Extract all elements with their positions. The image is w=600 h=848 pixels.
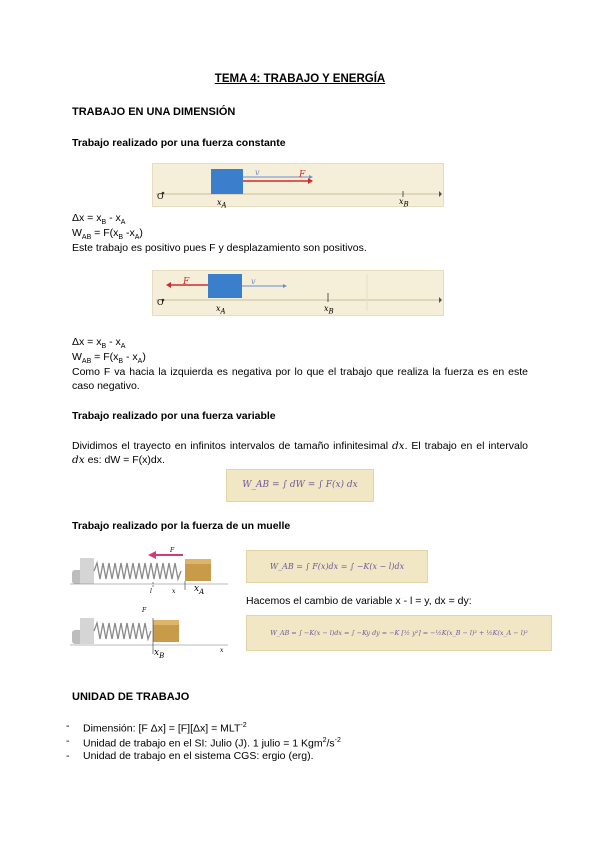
xb-label	[399, 195, 409, 212]
unit-si-text: Unidad de trabajo en el SI: Julio (J). 1 julio = 1 Kgm	[83, 737, 323, 750]
sub-b: B	[101, 343, 107, 351]
units-heading: UNIDAD DE TRABAJO	[72, 691, 190, 703]
section-heading: TRABAJO EN UNA DIMENSIÓN	[72, 106, 236, 118]
spring-drawing-bottom	[70, 606, 230, 658]
subheading-constant-force: Trabajo realizado por una fuerza constante	[72, 137, 286, 149]
figure-constant-force-positive	[152, 163, 444, 210]
sub-b: B	[118, 234, 124, 242]
force-label: F	[299, 170, 306, 180]
l-label: l	[150, 588, 152, 595]
xa-label-sub: A	[220, 307, 226, 316]
list-item	[66, 749, 341, 764]
origin-label: O	[157, 298, 164, 307]
spring-figure-top	[70, 546, 230, 596]
unit-si-text2: /s	[326, 737, 335, 750]
formula-variable-work: W_AB = ∫ dW = ∫ F(x) dx	[226, 469, 374, 502]
xa-label-sub: A	[221, 201, 227, 210]
formula-spring-result: W_AB = ∫ −K(x − l)dx = ∫ −Ky dy = −K [½ y²] = −½K(x_B − l)² + ½K(x_A − l)²	[246, 615, 552, 651]
delta-x-mid: - x	[106, 336, 121, 348]
xb-x: x	[154, 648, 160, 658]
x-label: x	[172, 588, 176, 595]
block	[211, 169, 243, 194]
dx-symbol: dx	[391, 440, 405, 452]
list-item	[66, 734, 341, 749]
work-mid: -x	[123, 227, 135, 239]
dx-symbol: dx	[72, 454, 85, 466]
unit-dimension-sup: -2	[240, 722, 247, 729]
positive-work-text: Este trabajo es positivo pues F y desplazamiento son positivos.	[72, 242, 367, 254]
subheading-spring-force: Trabajo realizado por la fuerza de un muelle	[72, 520, 291, 532]
subheading-variable-force: Trabajo realizado por una fuerza variable	[72, 410, 276, 422]
sub-a: A	[120, 343, 126, 351]
sub-a: A	[134, 234, 140, 242]
delta-x-text: Δx = x	[72, 212, 102, 224]
figure-2-drawing	[153, 271, 443, 315]
xb-label-x: x	[399, 197, 404, 206]
sub-b: B	[118, 358, 124, 366]
delta-x-text: Δx = x	[72, 336, 102, 348]
xa-label	[216, 302, 226, 319]
unit-cgs-text: Unidad de trabajo en el sistema CGS: ergio (erg).	[83, 750, 314, 762]
work-w: W	[72, 227, 82, 239]
list-item	[66, 719, 341, 734]
units-list	[66, 719, 341, 764]
sub-ab: AB	[81, 234, 92, 242]
variable-text-c: es: dW = F(x)dx.	[84, 454, 165, 466]
work-mid: - x	[123, 351, 138, 363]
xa-label	[217, 196, 227, 213]
force-label: F	[183, 277, 190, 287]
work-end: )	[139, 227, 143, 239]
xa-x: x	[194, 584, 200, 594]
page-title: TEMA 4: TRABAJO Y ENERGÍA	[214, 73, 386, 85]
xa-label-x: x	[217, 198, 222, 207]
sub-b: B	[101, 219, 107, 227]
xb-sub: B	[159, 651, 165, 660]
x-axis-label: x	[220, 647, 224, 654]
change-variable-text: Hacemos el cambio de variable x - l = y, dx = dy:	[246, 595, 472, 607]
formula-spring-work: W_AB = ∫ F(x)dx = ∫ −K(x − l)dx	[246, 550, 428, 583]
spring-figure-bottom	[70, 606, 230, 658]
xb-label-x: x	[324, 304, 329, 313]
origin-label: O	[157, 192, 164, 201]
work-w: W	[72, 351, 82, 363]
variable-text-a: Dividimos el trayecto en infinitos intervalos de tamaño infinitesimal	[72, 440, 392, 452]
force-zero-label: F	[142, 607, 147, 614]
sub-ab: AB	[81, 358, 92, 366]
sub-a: A	[137, 358, 143, 366]
velocity-label: v	[255, 168, 260, 177]
work-rest: = F(x	[91, 351, 119, 363]
delta-x-mid: - x	[106, 212, 121, 224]
variable-text-b: . El trabajo en el intervalo	[404, 440, 529, 452]
xb-label-sub: B	[328, 307, 334, 316]
xb-label	[154, 646, 164, 663]
sub-a: A	[120, 219, 126, 227]
unit-si-sup: 2	[322, 737, 327, 744]
spring-force-label: F	[170, 547, 175, 554]
block	[208, 274, 242, 298]
xb-label	[324, 302, 334, 319]
xa-label-x: x	[216, 304, 221, 313]
negative-work-text: Como F va hacia la izquierda es negativa por lo que el trabajo que realiza la fuerza es en este caso negativo.	[72, 366, 528, 392]
xa-label	[194, 582, 204, 599]
velocity-label: v	[251, 277, 256, 286]
figure-constant-force-negative	[152, 270, 444, 316]
unit-si-sup2: -2	[334, 737, 341, 744]
xb-label-sub: B	[403, 200, 409, 209]
work-end: )	[142, 351, 146, 363]
variable-force-text	[72, 439, 528, 467]
xa-sub: A	[199, 587, 205, 596]
unit-dimension-text: Dimensión: [F Δx] = [F][Δx] = MLT	[83, 722, 241, 735]
work-rest: = F(x	[91, 227, 119, 239]
